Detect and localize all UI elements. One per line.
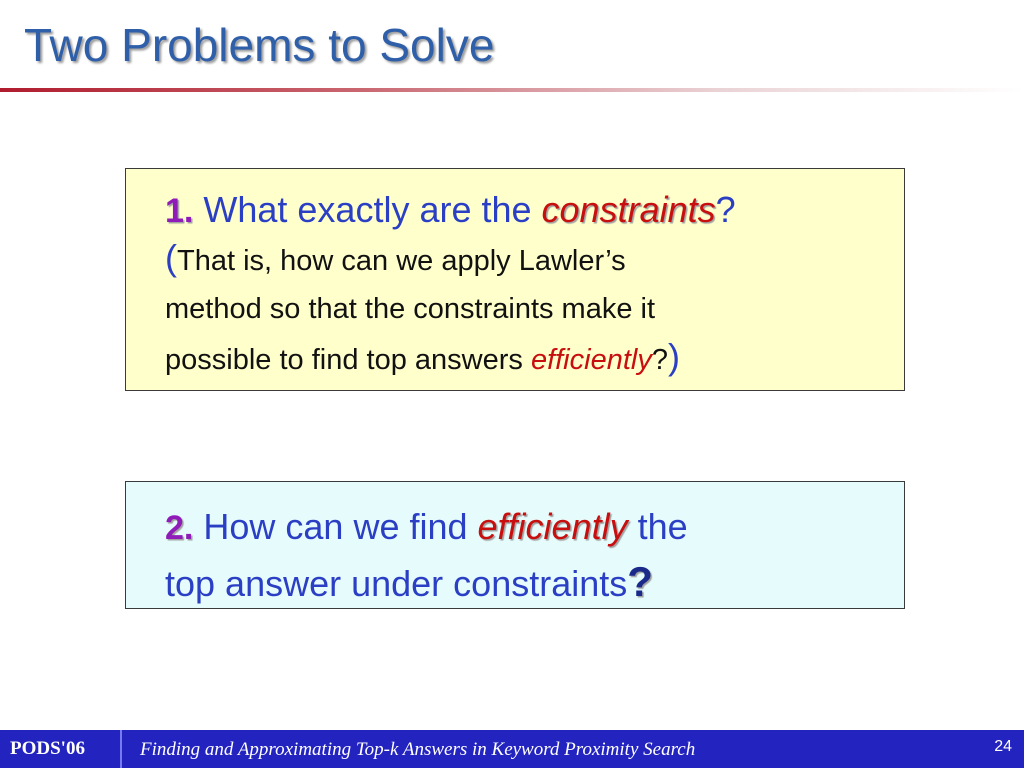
footer-conference: PODS'06 (10, 738, 85, 759)
problem-1-line-4-end: ? (651, 344, 668, 376)
problem-1-lead-end: ? (715, 189, 736, 230)
problem-1-line-3: method so that the constraints make it (165, 293, 656, 325)
problem-2-lead-end: the (627, 506, 688, 547)
footer-page-number: 24 (994, 738, 1012, 755)
problem-2-line-2 (165, 555, 896, 611)
problem-1-line-2 (165, 234, 896, 285)
problem-2-number: 2. (165, 509, 194, 547)
problem-1-line-2-text: That is, how can we apply Lawler’s (177, 245, 626, 277)
problem-1-lead: What exactly are the (203, 189, 542, 230)
problem-1-explanation (165, 234, 896, 384)
slide-footer (0, 730, 1024, 768)
footer-divider (120, 730, 122, 768)
footer-talk-title: Finding and Approximating Top-k Answers in Keyword Proximity Search (140, 739, 696, 760)
problem-1-number: 1. (165, 192, 194, 230)
problem-2-line-1 (165, 500, 896, 555)
problem-2-box (125, 481, 905, 609)
title-underline (0, 88, 1024, 92)
problem-1-keyword: constraints (541, 189, 716, 230)
slide-title: Two Problems to Solve (24, 19, 495, 71)
problem-1-box (125, 168, 905, 391)
problem-1-line-4-text: possible to find top answers (165, 344, 531, 376)
problem-1-paren-close: ) (667, 336, 680, 377)
problem-1-line-1 (165, 187, 896, 234)
problem-1-paren-open: ( (165, 237, 177, 278)
problem-2-line-2-text: top answer under constraints (165, 563, 628, 604)
problem-2-text (165, 500, 896, 611)
problem-2-keyword: efficiently (477, 506, 628, 547)
problem-2-question-mark: ? (627, 558, 653, 605)
problem-2-lead: How can we find (203, 506, 478, 547)
problem-1-line-4 (165, 333, 896, 384)
problem-1-line-4-keyword: efficiently (530, 344, 652, 376)
